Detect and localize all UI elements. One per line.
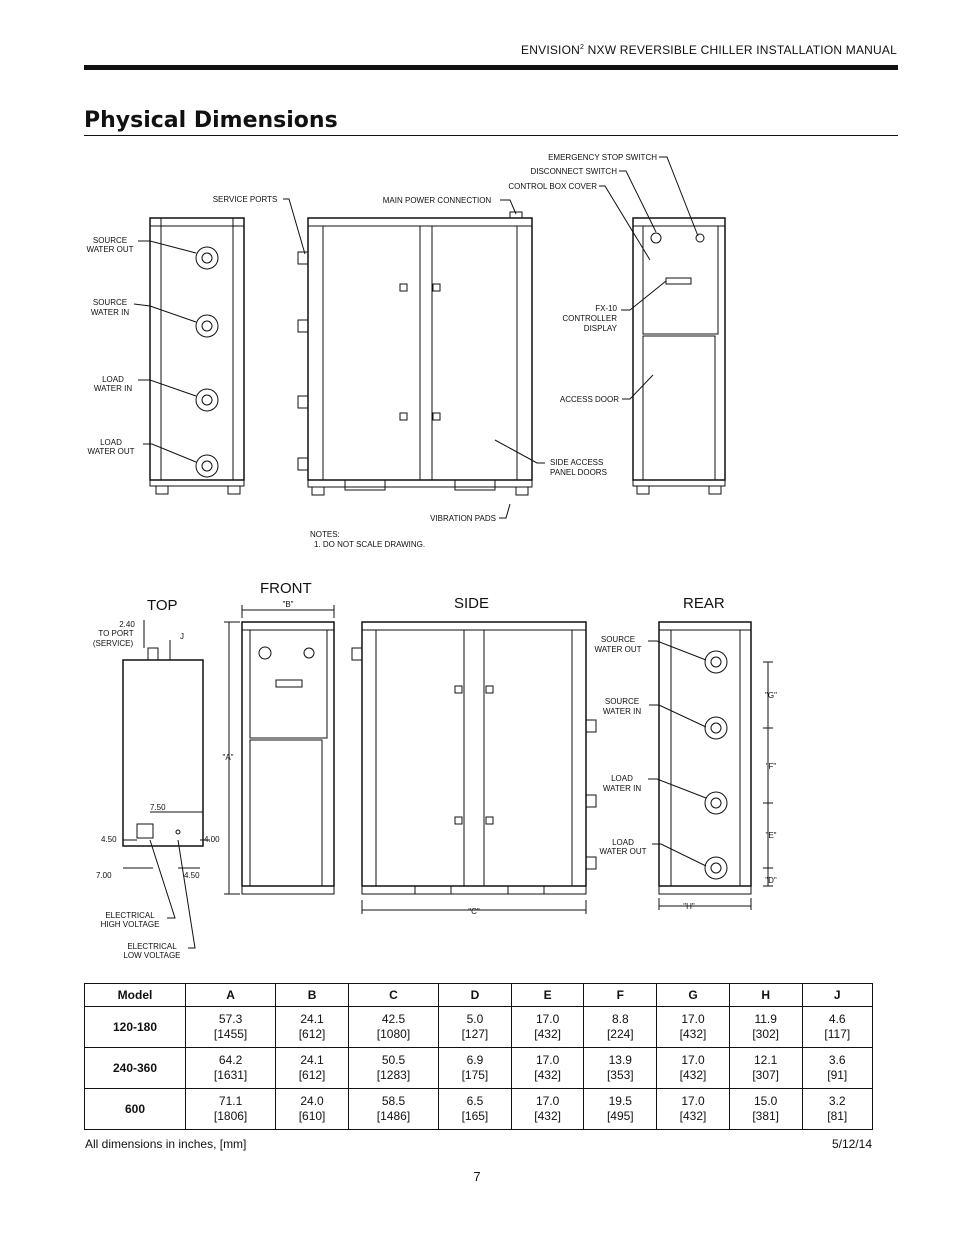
inch-value: 24.1: [300, 1053, 324, 1067]
dimension-cell: [348, 1007, 438, 1048]
inch-value: 12.1: [754, 1053, 778, 1067]
inch-value: 5.0: [466, 1012, 484, 1026]
dim-750-label: 7.50: [150, 803, 166, 812]
inch-value: 17.0: [681, 1012, 705, 1026]
units-footnote: All dimensions in inches, [mm]: [85, 1137, 247, 1151]
inch-value: 6.5: [466, 1094, 484, 1108]
dimension-cell: [657, 1089, 730, 1130]
dim-j-label: J: [180, 632, 184, 641]
mm-value: [91]: [827, 1068, 848, 1082]
mm-value: [224]: [606, 1027, 634, 1041]
page-title: Physical Dimensions: [84, 108, 338, 133]
control-box-cover-label: CONTROL BOX COVER: [508, 182, 597, 191]
mm-value: [432]: [679, 1027, 707, 1041]
inch-value: 17.0: [681, 1094, 705, 1108]
dimension-cell: [186, 1007, 276, 1048]
inch-value: 71.1: [218, 1094, 243, 1108]
dimension-cell: [657, 1048, 730, 1089]
model-cell: 240-360: [85, 1048, 186, 1089]
dimensions-table: [84, 983, 873, 1130]
mm-value: [81]: [827, 1109, 848, 1123]
dim-d-label: "D": [765, 876, 777, 885]
rear-view-label: REAR: [683, 595, 725, 612]
dim-450a-label: 4.50: [101, 835, 117, 844]
inch-value: 42.5: [381, 1012, 406, 1026]
mm-value: [175]: [461, 1068, 489, 1082]
inch-value: 17.0: [681, 1053, 705, 1067]
dim-700-label: 7.00: [96, 871, 112, 880]
lower-load-out-label-2: WATER OUT: [599, 847, 647, 856]
dimension-cell: [802, 1089, 872, 1130]
inch-value: 24.0: [300, 1094, 324, 1108]
upper-side-view: [298, 212, 532, 495]
dimension-cell: [348, 1048, 438, 1089]
dimension-cell: [186, 1048, 276, 1089]
dimension-cell: [439, 1089, 512, 1130]
inch-value: 17.0: [535, 1094, 560, 1108]
dimension-cell: [276, 1048, 349, 1089]
top-view-label: TOP: [147, 597, 178, 614]
dimension-cell: [802, 1048, 872, 1089]
mm-value: [381]: [752, 1109, 780, 1123]
mm-value: [432]: [534, 1109, 561, 1123]
revision-date: 5/12/14: [831, 1137, 872, 1151]
lower-source-in-label-2: WATER IN: [602, 707, 642, 716]
mm-value: [432]: [534, 1068, 561, 1082]
fx10-label-1: FX-10: [595, 304, 617, 313]
table-row: [85, 1007, 873, 1048]
inch-value: 24.1: [300, 1012, 324, 1026]
upper-load-in-label-1: LOAD: [102, 375, 124, 384]
lower-source-out-label-1: SOURCE: [600, 635, 636, 644]
inch-value: 4.6: [828, 1012, 846, 1026]
table-header: C: [348, 984, 438, 1007]
elec-low-label-1: ELECTRICAL: [127, 942, 177, 951]
mm-value: [1631]: [213, 1068, 248, 1082]
table-body: [85, 1007, 873, 1130]
model-cell: 600: [85, 1089, 186, 1130]
inch-value: 3.2: [828, 1094, 846, 1108]
dim-g-label: "G": [765, 691, 777, 700]
inch-value: 3.6: [828, 1053, 846, 1067]
inch-value: 50.5: [381, 1053, 406, 1067]
side-access-label-2: PANEL DOORS: [550, 468, 607, 477]
lower-top-view: [123, 620, 210, 868]
mm-value: [612]: [298, 1027, 326, 1041]
upper-source-out-label-2: WATER OUT: [86, 245, 134, 254]
mm-value: [612]: [298, 1068, 326, 1082]
dim-e-label: "E": [765, 831, 777, 840]
dimension-cell: [729, 1089, 802, 1130]
dim-h-label: "H": [683, 902, 695, 911]
table-row: [85, 1048, 873, 1089]
elec-low-label-2: LOW VOLTAGE: [123, 951, 181, 960]
vibration-pads-label: VIBRATION PADS: [430, 514, 496, 523]
dimension-cell: [439, 1048, 512, 1089]
to-port-label-1: 2.40: [119, 620, 135, 629]
mm-value: [495]: [606, 1109, 634, 1123]
mm-value: [353]: [606, 1068, 634, 1082]
lower-front-view: [224, 605, 334, 894]
to-port-label-2: TO PORT: [98, 629, 134, 638]
emergency-stop-label: EMERGENCY STOP SWITCH: [548, 153, 657, 162]
model-cell: 120-180: [85, 1007, 186, 1048]
elec-high-label-2: HIGH VOLTAGE: [100, 920, 160, 929]
dimension-cell: [511, 1089, 584, 1130]
dimension-cell: [729, 1007, 802, 1048]
front-view-label: FRONT: [260, 580, 312, 597]
mm-value: [1080]: [376, 1027, 411, 1041]
table-header: G: [657, 984, 730, 1007]
dimension-cell: [729, 1048, 802, 1089]
inch-value: 58.5: [381, 1094, 406, 1108]
mm-value: [307]: [752, 1068, 780, 1082]
fx10-label-3: DISPLAY: [583, 324, 617, 333]
main-power-label: MAIN POWER CONNECTION: [382, 196, 492, 205]
notes-item-1: 1. DO NOT SCALE DRAWING.: [314, 540, 426, 549]
mm-value: [432]: [679, 1068, 707, 1082]
to-port-label-3: (SERVICE): [92, 639, 134, 648]
table-header: J: [802, 984, 872, 1007]
dimension-cell: [276, 1089, 349, 1130]
inch-value: 57.3: [218, 1012, 243, 1026]
table-header: Model: [85, 984, 186, 1007]
mm-value: [127]: [461, 1027, 489, 1041]
lower-load-in-label-1: LOAD: [611, 774, 633, 783]
page-number: 7: [473, 1169, 481, 1184]
dimension-cell: [276, 1007, 349, 1048]
table-header: F: [584, 984, 657, 1007]
access-door-label: ACCESS DOOR: [559, 395, 619, 404]
dim-400-label: 4.00: [204, 835, 220, 844]
mm-value: [610]: [298, 1109, 326, 1123]
inch-value: 64.2: [218, 1053, 243, 1067]
inch-value: 15.0: [754, 1094, 778, 1108]
upper-source-in-label-1: SOURCE: [92, 298, 128, 307]
table-header: A: [186, 984, 276, 1007]
fx10-label-2: CONTROLLER: [562, 314, 617, 323]
lower-load-out-label-1: LOAD: [612, 838, 634, 847]
inch-value: 17.0: [535, 1012, 560, 1026]
mm-value: [1455]: [213, 1027, 248, 1041]
dimension-cell: [439, 1007, 512, 1048]
inch-value: 17.0: [535, 1053, 560, 1067]
side-view-label: SIDE: [454, 595, 490, 612]
disconnect-label: DISCONNECT SWITCH: [530, 167, 617, 176]
dim-f-label: "F": [765, 762, 777, 771]
upper-source-out-label-1: SOURCE: [92, 236, 128, 245]
table-header: H: [729, 984, 802, 1007]
side-access-label-1: SIDE ACCESS: [550, 458, 604, 467]
dimension-cell: [186, 1089, 276, 1130]
dimension-cell: [802, 1007, 872, 1048]
lower-side-view: [352, 622, 596, 914]
mm-value: [117]: [824, 1027, 851, 1041]
dimension-cell: [348, 1089, 438, 1130]
mm-value: [1486]: [376, 1109, 411, 1123]
mm-value: [302]: [752, 1027, 780, 1041]
table-header: B: [276, 984, 349, 1007]
dimension-cell: [584, 1007, 657, 1048]
mm-value: [432]: [534, 1027, 561, 1041]
inch-value: 6.9: [466, 1053, 484, 1067]
lower-source-out-label-2: WATER OUT: [594, 645, 642, 654]
service-ports-label: SERVICE PORTS: [212, 195, 278, 204]
inch-value: 13.9: [608, 1053, 632, 1067]
dimension-cell: [657, 1007, 730, 1048]
upper-front-view: [633, 218, 725, 494]
inch-value: 8.8: [611, 1012, 629, 1026]
lower-load-in-label-2: WATER IN: [602, 784, 642, 793]
mm-value: [1283]: [376, 1068, 411, 1082]
inch-value: 11.9: [754, 1012, 777, 1026]
dim-450b-label: 4.50: [184, 871, 200, 880]
mm-value: [1806]: [213, 1109, 248, 1123]
table-header: D: [439, 984, 512, 1007]
table-header-row: [85, 984, 873, 1007]
upper-rear-view: [150, 218, 244, 494]
dim-c-label: "C": [468, 907, 480, 916]
upper-load-in-label-2: WATER IN: [93, 384, 133, 393]
upper-load-out-label-2: WATER OUT: [87, 447, 135, 456]
upper-load-out-label-1: LOAD: [100, 438, 122, 447]
upper-source-in-label-2: WATER IN: [90, 308, 130, 317]
dimension-cell: [584, 1048, 657, 1089]
inch-value: 19.5: [608, 1094, 632, 1108]
dimension-cell: [511, 1007, 584, 1048]
elec-high-label-1: ELECTRICAL: [105, 911, 155, 920]
lower-source-in-label-1: SOURCE: [604, 697, 640, 706]
dimension-cell: [584, 1089, 657, 1130]
lower-rear-view: [659, 622, 773, 910]
mm-value: [165]: [461, 1109, 489, 1123]
table-row: [85, 1089, 873, 1130]
notes-label: NOTES:: [310, 530, 340, 539]
dim-a-label: "A": [222, 753, 234, 762]
manual-header: ENVISION$^2$ NXW REVERSIBLE CHILLER INSTALLATION MANUAL: [521, 43, 897, 57]
mm-value: [432]: [679, 1109, 707, 1123]
dim-b-label: "B": [282, 600, 294, 609]
dimension-cell: [511, 1048, 584, 1089]
table-header: E: [511, 984, 584, 1007]
